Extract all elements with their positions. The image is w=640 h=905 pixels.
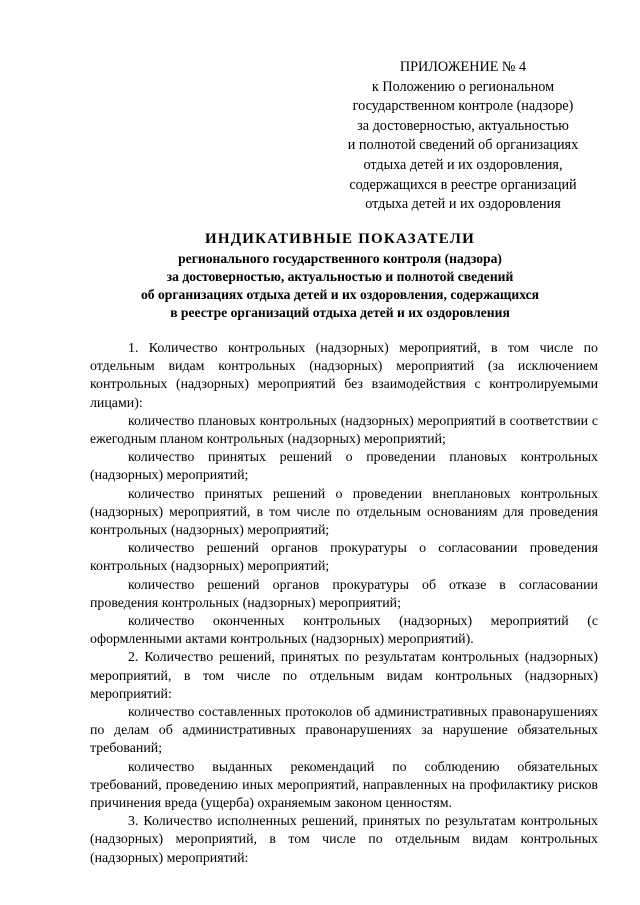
paragraph-item-3: 3. Количество исполненных решений, принятых по результатам контрольных (надзорных) мероприятий, в том числе по отдельным видам контрольных (надзорных) мероприятий: [90, 814, 598, 866]
appendix-heading: ПРИЛОЖЕНИЕ № 4 [399, 59, 527, 75]
title-line: об организациях отдыха детей и их оздоровления, содержащихся [141, 287, 539, 302]
paragraph-item-1: 1. Количество контрольных (надзорных) мероприятий, в том числе по отдельным видам контрольных (надзорных) мероприятий (за исключением контрольных (надзорных) мероприятий без взаимодействия с контролируемыми лицами): [90, 341, 598, 411]
paragraph-subitem: количество принятых решений о проведении внеплановых контрольных (надзорных) мероприятий, в том числе по отдельным основаниям для проведения контрольных (надзорных) мероприятий; [90, 486, 598, 539]
title-line: за достоверностью, актуальностью и полнотой сведений [166, 269, 514, 284]
paragraph-subitem: количество выданных рекомендаций по соблюдению обязательных требований, проведению иных мероприятий, направленных на профилактику рисков причинения вреда (ущерба) охраняемым законом ценностям. [90, 759, 598, 812]
appendix-line: государственном контроле (надзоре) [352, 98, 574, 115]
paragraph-subitem: количество составленных протоколов об административных правонарушениях по делам об административных правонарушениях за нарушение обязательных требований; [90, 705, 598, 757]
title-main: ИНДИКАТИВНЫЕ ПОКАЗАТЕЛИ [205, 231, 475, 247]
paragraph-subitem: количество принятых решений о проведении плановых контрольных (надзорных) мероприятий; [90, 450, 598, 484]
title-line: регионального государственного контроля (надзора) [178, 251, 502, 266]
appendix-line: к Положению о региональном [371, 78, 555, 95]
paragraph-item-2: 2. Количество решений, принятых по результатам контрольных (надзорных) мероприятий, в том числе по отдельным видам контрольных (надзорных) мероприятий: [90, 650, 598, 702]
appendix-line: и полнотой сведений об организациях [347, 137, 579, 154]
paragraph-subitem: количество оконченных контрольных (надзорных) мероприятий (с оформленными актами контрольных (надзорных) мероприятий). [90, 614, 598, 648]
document-body [90, 340, 598, 868]
appendix-line: содержащихся в реестре организаций [349, 176, 577, 193]
paragraph-subitem: количество решений органов прокуратуры об отказе в согласовании проведения контрольных (надзорных) мероприятий; [90, 577, 598, 611]
paragraph-subitem: количество плановых контрольных (надзорных) мероприятий в соответствии с ежегодным планом контрольных (надзорных) мероприятий; [90, 413, 598, 448]
appendix-line: за достоверностью, актуальностью [357, 117, 569, 134]
appendix-block [320, 58, 606, 215]
title-line: в реестре организаций отдыха детей и их оздоровления [170, 305, 510, 320]
appendix-line: отдыха детей и их оздоровления [365, 196, 561, 213]
appendix-line: отдыха детей и их оздоровления, [363, 156, 563, 173]
document-title [80, 228, 600, 322]
paragraph-subitem: количество решений органов прокуратуры о согласовании проведения контрольных (надзорных) мероприятий; [90, 541, 598, 575]
